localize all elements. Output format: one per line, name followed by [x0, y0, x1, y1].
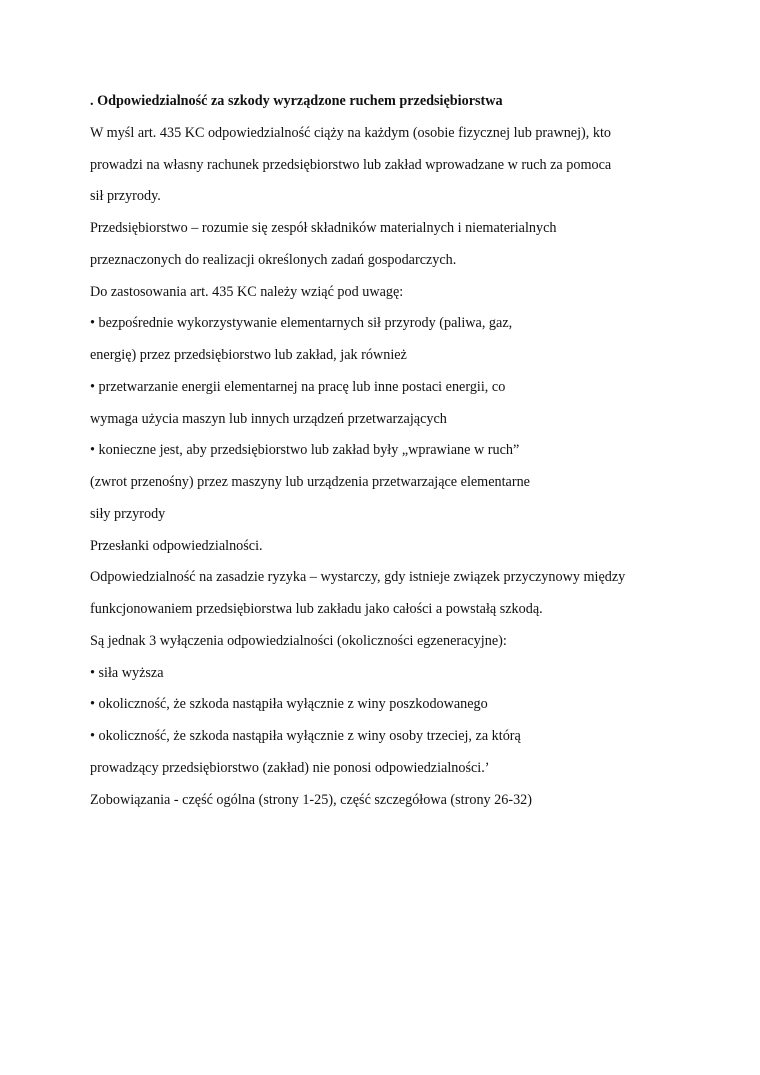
text-line: wymaga użycia maszyn lub innych urządzeń przetwarzających — [90, 410, 447, 427]
text-line: Odpowiedzialność na zasadzie ryzyka – wystarczy, gdy istnieje związek przyczynowy między — [90, 569, 626, 586]
document-heading: . Odpowiedzialność za szkody wyrządzone ruchem przedsiębiorstwa — [90, 93, 503, 109]
text-line: energię) przez przedsiębiorstwo lub zakład, jak również — [90, 347, 407, 363]
text-line: W myśl art. 435 KC odpowiedzialność ciąży na każdym (osobie fizycznej lub prawnej), kto — [90, 124, 611, 141]
text-line: • siła wyższa — [90, 664, 164, 681]
text-line: Przedsiębiorstwo – rozumie się zespół składników materialnych i niematerialnych — [90, 220, 557, 236]
text-line: Zobowiązania - część ogólna (strony 1-25), część szczegółowa (strony 26-32) — [90, 791, 533, 808]
text-line: funkcjonowaniem przedsiębiorstwa lub zakładu jako całości a powstałą szkodą. — [90, 601, 543, 617]
text-line: prowadzi na własny rachunek przedsiębiorstwo lub zakład wprowadzane w ruch za pomoca — [90, 156, 612, 173]
document-page — [90, 89, 710, 819]
text-line: przeznaczonych do realizacji określonych zadań gospodarczych. — [90, 251, 457, 268]
text-line: • konieczne jest, aby przedsiębiorstwo lub zakład były „wprawiane w ruch” — [90, 442, 520, 459]
text-line: sił przyrody. — [90, 188, 161, 205]
text-line: • okoliczność, że szkoda nastąpiła wyłącznie z winy poszkodowanego — [90, 696, 488, 713]
text-line: prowadzący przedsiębiorstwo (zakład) nie ponosi odpowiedzialności.’ — [90, 759, 490, 776]
text-line: Są jednak 3 wyłączenia odpowiedzialności (okoliczności egzeneracyjne): — [90, 632, 507, 649]
text-line: (zwrot przenośny) przez maszyny lub urządzenia przetwarzające elementarne — [90, 474, 530, 490]
text-line: • bezpośrednie wykorzystywanie elementarnych sił przyrody (paliwa, gaz, — [90, 315, 513, 332]
text-line: • przetwarzanie energii elementarnej na pracę lub inne postaci energii, co — [90, 378, 506, 395]
document-body — [90, 121, 710, 820]
text-line: siły przyrody — [90, 505, 166, 522]
text-line: Przesłanki odpowiedzialności. — [90, 537, 263, 554]
text-line: • okoliczność, że szkoda nastąpiła wyłącznie z winy osoby trzeciej, za którą — [90, 728, 521, 744]
text-line: Do zastosowania art. 435 KC należy wziąć pod uwagę: — [90, 283, 404, 300]
